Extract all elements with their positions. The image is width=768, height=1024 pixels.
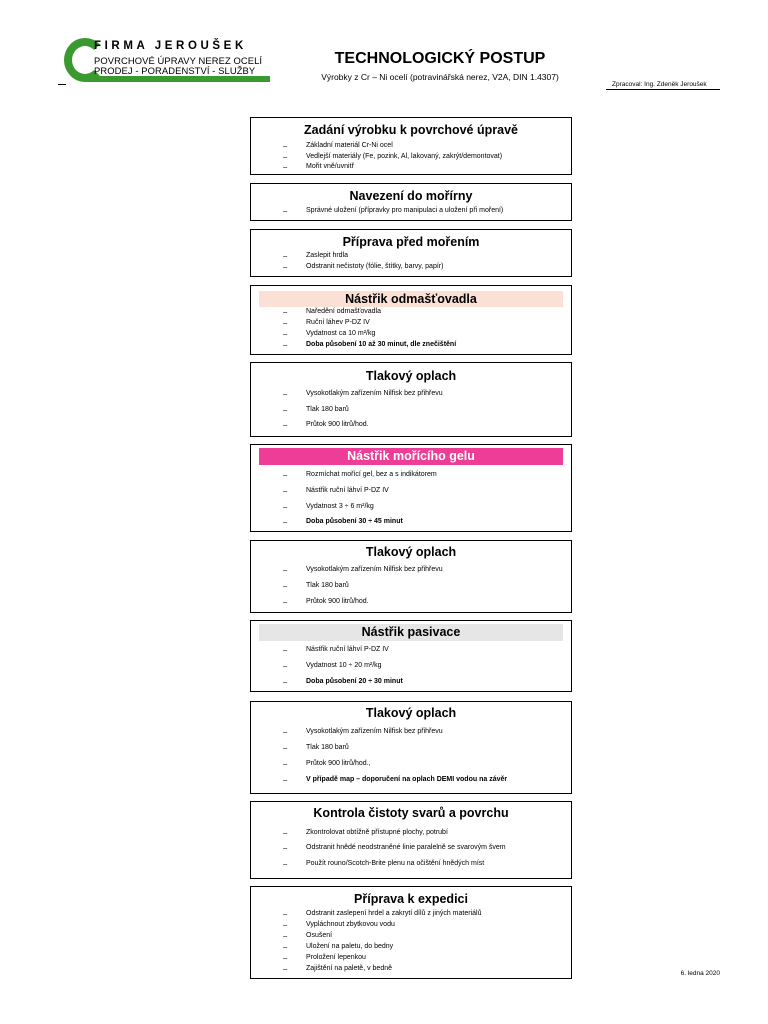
step-title: Příprava před mořením bbox=[342, 235, 480, 249]
list-item bbox=[251, 162, 571, 172]
page-title: TECHNOLOGICKÝ POSTUP bbox=[334, 50, 546, 67]
step-title: Nástřik odmašťovadla bbox=[259, 291, 563, 307]
step-title: Příprava k expedici bbox=[354, 892, 468, 906]
list-item bbox=[251, 470, 571, 480]
step-title: Tlakový oplach bbox=[365, 545, 457, 559]
bullet-dash: – bbox=[283, 206, 288, 215]
bullet-dash: – bbox=[283, 931, 288, 940]
bullet-dash: – bbox=[283, 759, 288, 768]
step-title: Tlakový oplach bbox=[365, 369, 457, 383]
bullet-dash: – bbox=[283, 470, 288, 479]
list-item bbox=[251, 942, 571, 952]
list-item bbox=[251, 931, 571, 941]
company-name: FIRMA JEROUŠEK bbox=[94, 40, 247, 52]
step-box bbox=[250, 444, 572, 532]
list-item bbox=[251, 141, 571, 151]
list-item bbox=[251, 251, 571, 261]
bullet-dash: – bbox=[283, 141, 288, 150]
item-text: Průtok 900 litrů/hod. bbox=[306, 598, 369, 605]
item-text: Použít rouno/Scotch-Brite plenu na očištění hnědých míst bbox=[306, 860, 485, 867]
step-box bbox=[250, 540, 572, 613]
step-title: Navezení do mořírny bbox=[349, 189, 473, 203]
step-box bbox=[250, 886, 572, 979]
item-text: Vydatnost 10 ÷ 20 m²/kg bbox=[306, 662, 382, 669]
bullet-dash: – bbox=[283, 953, 288, 962]
item-text: Nástřik ruční láhví P-DZ IV bbox=[306, 646, 389, 653]
item-text: Doba působení 10 až 30 minut, dle znečištění bbox=[306, 341, 457, 348]
bullet-dash: – bbox=[283, 581, 288, 590]
bullet-dash: – bbox=[283, 661, 288, 670]
list-item bbox=[251, 743, 571, 753]
item-text: Odstranit zaslepení hrdel a zakrytí dílů z jiných materiálů bbox=[306, 910, 482, 917]
list-item bbox=[251, 318, 571, 328]
item-text: Odstranit nečistoty (fólie, štítky, barvy, papír) bbox=[306, 263, 444, 270]
item-text: Vysokotlakým zařízením Nilfisk bez přihřevu bbox=[306, 728, 443, 735]
step-box bbox=[250, 229, 572, 277]
document-date: 6. ledna 2020 bbox=[680, 970, 720, 977]
item-text: Doba působení 20 ÷ 30 minut bbox=[306, 678, 403, 685]
divider bbox=[58, 84, 66, 85]
step-title: Nástřik mořícího gelu bbox=[259, 448, 563, 465]
author-underline bbox=[606, 89, 720, 90]
bullet-dash: – bbox=[283, 843, 288, 852]
bullet-dash: – bbox=[283, 389, 288, 398]
list-item bbox=[251, 206, 571, 216]
list-item bbox=[251, 340, 571, 350]
step-box bbox=[250, 801, 572, 879]
bullet-dash: – bbox=[283, 920, 288, 929]
item-text: Základní materiál Cr-Ni ocel bbox=[306, 142, 393, 149]
bullet-dash: – bbox=[283, 318, 288, 327]
item-text: Vysokotlakým zařízením Nilfisk bez přihřevu bbox=[306, 566, 443, 573]
bullet-dash: – bbox=[283, 775, 288, 784]
item-text: Vysokotlakým zařízením Nilfisk bez přihřevu bbox=[306, 390, 443, 397]
item-text: Uložení na paletu, do bedny bbox=[306, 943, 394, 950]
bullet-dash: – bbox=[283, 262, 288, 271]
item-text: Vedlejší materiály (Fe, pozink, Al, lakovaný, zakrýt/demontovat) bbox=[306, 153, 503, 160]
item-text: Ruční láhev P-DZ IV bbox=[306, 319, 370, 326]
step-box bbox=[250, 620, 572, 692]
item-text: Nástřik ruční láhví P-DZ IV bbox=[306, 487, 389, 494]
bullet-dash: – bbox=[283, 645, 288, 654]
bullet-dash: – bbox=[283, 743, 288, 752]
list-item bbox=[251, 581, 571, 591]
item-text: Zajištění na paletě, v bedně bbox=[306, 965, 393, 972]
list-item bbox=[251, 727, 571, 737]
company-logo bbox=[64, 38, 272, 88]
list-item bbox=[251, 645, 571, 655]
bullet-dash: – bbox=[283, 859, 288, 868]
list-item bbox=[251, 775, 571, 785]
item-text: Odstranit hnědé neodstraněné linie paralelně se svarovým švem bbox=[306, 844, 506, 851]
bullet-dash: – bbox=[283, 502, 288, 511]
item-text: Doba působení 30 ÷ 45 minut bbox=[306, 518, 403, 525]
list-item bbox=[251, 843, 571, 853]
item-text: Vypláchnout zbytkovou vodu bbox=[306, 921, 395, 928]
bullet-dash: – bbox=[283, 909, 288, 918]
list-item bbox=[251, 420, 571, 430]
item-text: Zaslepit hrdla bbox=[306, 252, 349, 259]
bullet-dash: – bbox=[283, 597, 288, 606]
item-text: Průtok 900 litrů/hod., bbox=[306, 760, 371, 767]
list-item bbox=[251, 517, 571, 527]
step-box bbox=[250, 701, 572, 794]
bullet-dash: – bbox=[283, 964, 288, 973]
item-text: Tlak 180 barů bbox=[306, 744, 349, 751]
bullet-dash: – bbox=[283, 677, 288, 686]
item-text: Průtok 900 litrů/hod. bbox=[306, 421, 369, 428]
list-item bbox=[251, 502, 571, 512]
list-item bbox=[251, 597, 571, 607]
list-item bbox=[251, 909, 571, 919]
bullet-dash: – bbox=[283, 942, 288, 951]
item-text: Proložení lepenkou bbox=[306, 954, 366, 961]
list-item bbox=[251, 152, 571, 162]
list-item bbox=[251, 405, 571, 415]
list-item bbox=[251, 389, 571, 399]
item-text: Tlak 180 barů bbox=[306, 582, 349, 589]
step-box bbox=[250, 117, 572, 175]
item-text: Tlak 180 barů bbox=[306, 406, 349, 413]
item-text: Zkontrolovat obtížně přístupné plochy, potrubí bbox=[306, 829, 448, 836]
item-text: V případě map – doporučení na oplach DEMI vodou na závěr bbox=[306, 776, 508, 783]
bullet-dash: – bbox=[283, 152, 288, 161]
item-text: Vydatnost ca 10 m²/kg bbox=[306, 330, 376, 337]
bullet-dash: – bbox=[283, 727, 288, 736]
step-box bbox=[250, 285, 572, 355]
step-title: Zadání výrobku k povrchové úpravě bbox=[304, 123, 518, 137]
step-title: Tlakový oplach bbox=[365, 706, 457, 720]
bullet-dash: – bbox=[283, 307, 288, 316]
list-item bbox=[251, 262, 571, 272]
company-tagline-2: PRODEJ - PORADENSTVÍ - SLUŽBY bbox=[94, 65, 256, 76]
list-item bbox=[251, 486, 571, 496]
list-item bbox=[251, 859, 571, 869]
bullet-dash: – bbox=[283, 329, 288, 338]
step-title: Kontrola čistoty svarů a povrchu bbox=[313, 806, 509, 820]
bullet-dash: – bbox=[283, 565, 288, 574]
bullet-dash: – bbox=[283, 405, 288, 414]
bullet-dash: – bbox=[283, 828, 288, 837]
bullet-dash: – bbox=[283, 486, 288, 495]
list-item bbox=[251, 828, 571, 838]
bullet-dash: – bbox=[283, 251, 288, 260]
bullet-dash: – bbox=[283, 517, 288, 526]
item-text: Naředění odmašťovadla bbox=[306, 308, 382, 315]
list-item bbox=[251, 964, 571, 974]
logo-underline bbox=[84, 76, 270, 82]
bullet-dash: – bbox=[283, 162, 288, 171]
item-text: Mořit vně/uvnitř bbox=[306, 163, 354, 170]
list-item bbox=[251, 329, 571, 339]
item-text: Správné uložení (přípravky pro manipulaci a uložení při moření) bbox=[306, 207, 504, 214]
author: Zpracoval: Ing. Zdeněk Jeroušek bbox=[612, 81, 707, 88]
bullet-dash: – bbox=[283, 420, 288, 429]
step-box bbox=[250, 362, 572, 437]
list-item bbox=[251, 677, 571, 687]
list-item bbox=[251, 565, 571, 575]
page-subtitle: Výrobky z Cr – Ni ocelí (potravinářská nerez, V2A, DIN 1.4307) bbox=[321, 72, 559, 82]
list-item bbox=[251, 307, 571, 317]
list-item bbox=[251, 920, 571, 930]
company-tagline-1: POVRCHOVÉ ÚPRAVY NEREZ OCELÍ bbox=[94, 55, 263, 66]
item-text: Vydatnost 3 ÷ 6 m²/kg bbox=[306, 503, 374, 510]
item-text: Rozmíchat mořící gel, bez a s indikátorem bbox=[306, 471, 437, 478]
item-text: Osušení bbox=[306, 932, 333, 939]
list-item bbox=[251, 953, 571, 963]
list-item bbox=[251, 661, 571, 671]
step-title: Nástřik pasivace bbox=[259, 624, 563, 641]
list-item bbox=[251, 759, 571, 769]
bullet-dash: – bbox=[283, 340, 288, 349]
step-box bbox=[250, 183, 572, 221]
